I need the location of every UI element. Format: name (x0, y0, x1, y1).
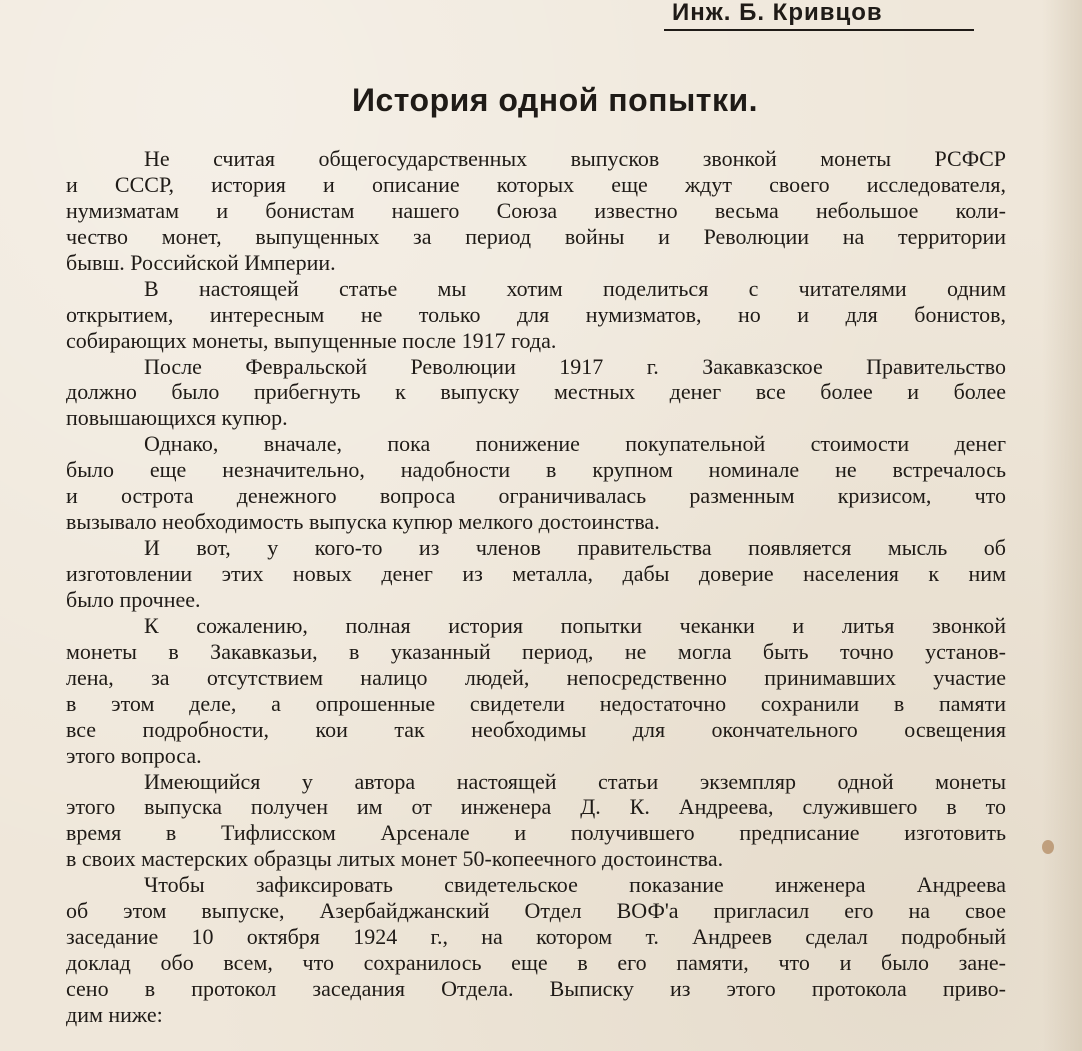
text-line: монеты в Закавказьи, в указанный период, не могла быть точно установ- (66, 638, 1006, 664)
text-line: заседание 10 октября 1924 г., на котором т. Андреев сделал подробный (66, 924, 1006, 950)
text-line: Имеющийся у автора настоящей статьи экземпляр одной монеты (144, 768, 1006, 794)
text-line: открытием, интересным не только для нумизматов, но и для бонистов, (66, 301, 1006, 327)
article-body (66, 146, 1006, 1028)
text-line: об этом выпуске, Азербайджанский Отдел ВОФ'а пригласил его на свое (66, 898, 1006, 924)
text-line: время в Тифлисском Арсенале и получившего предписание изготовить (66, 820, 1006, 846)
text-line: повышающихся купюр. (66, 405, 288, 431)
text-line: доклад обо всем, что сохранилось еще в его памяти, что и было зане- (66, 950, 1006, 976)
text-line: В настоящей статье мы хотим поделиться с читателями одним (144, 275, 1006, 301)
text-line: бывш. Российской Империи. (66, 249, 336, 275)
text-line: изготовлении этих новых денег из металла, дабы доверие населения к ним (66, 561, 1006, 586)
text-line: все подробности, кои так необходимы для окончательного освещения (66, 716, 1006, 742)
text-line: чество монет, выпущенных за период войны и Революции на территории (66, 223, 1006, 249)
article-title: История одной попытки. (351, 82, 759, 118)
text-line: было прочнее. (66, 586, 201, 612)
text-line: Чтобы зафиксировать свидетельское показание инженера Андреева (144, 872, 1006, 898)
text-line: и СССР, история и описание которых еще ждут своего исследователя, (66, 171, 1006, 197)
text-line: нумизматам и бонистам нашего Союза известно весьма небольшое коли- (66, 197, 1006, 223)
author-byline: Инж. Б. Кривцов (672, 0, 883, 26)
page-edge-shadow (1042, 0, 1082, 1051)
text-line: в этом деле, а опрошенные свидетели недостаточно сохранили в памяти (66, 690, 1006, 716)
text-line: После Февральской Революции 1917 г. Закавказское Правительство (144, 353, 1006, 379)
text-line: в своих мастерских образцы литых монет 50-копеечного достоинства. (66, 846, 724, 872)
text-line: Однако, вначале, пока понижение покупательной стоимости денег (144, 431, 1006, 457)
text-line: Не считая общегосударственных выпусков звонкой монеты РСФСР (144, 146, 1006, 171)
text-line: И вот, у кого-то из членов правительства появляется мысль об (144, 535, 1006, 561)
paper-stain (1042, 840, 1054, 854)
text-line: было еще незначительно, надобности в крупном номинале не встречалось (66, 457, 1006, 483)
author-underline (664, 29, 974, 31)
text-line: этого выпуска получен им от инженера Д. К. Андреева, служившего в то (66, 794, 1006, 820)
text-line: собирающих монеты, выпущенные после 1917 года. (66, 327, 557, 353)
text-line: сено в протокол заседания Отдела. Выписку из этого протокола приво- (66, 976, 1006, 1001)
text-line: этого вопроса. (66, 742, 202, 768)
text-line: дим ниже: (66, 1001, 163, 1027)
text-line: и острота денежного вопроса ограничивалась разменным кризисом, что (66, 483, 1006, 509)
text-line: вызывало необходимость выпуска купюр мелкого достоинства. (66, 509, 660, 535)
text-line: лена, за отсутствием налицо людей, непосредственно принимавших участие (66, 664, 1006, 690)
text-line: должно было прибегнуть к выпуску местных денег все более и более (66, 379, 1006, 405)
text-line: К сожалению, полная история попытки чеканки и литья звонкой (144, 612, 1006, 638)
